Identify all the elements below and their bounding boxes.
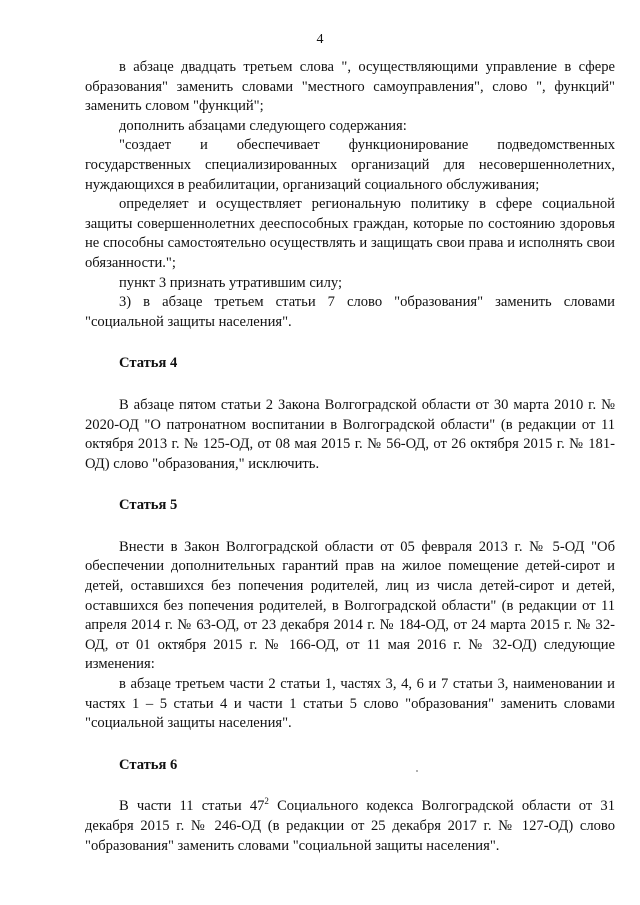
article-6-text-start: В части 11 статьи 47 (119, 798, 265, 815)
scan-speck (416, 770, 418, 772)
article-6-superscript: 2 (264, 796, 269, 807)
paragraph: в абзаце двадцать третьем слова ", осуществляющими управление в сфере образования" заменить словами "местного самоуправления", слово ", функций" заменить словом "функций"; (85, 59, 615, 115)
article-6-text (85, 797, 615, 856)
article-4-text: В абзаце пятом статьи 2 Закона Волгоградской области от 30 марта 2010 г. № 2020-ОД "О патронатном воспитании в Волгоградской области" (в редакции от 11 октября 2013 г. № 125-ОД, от 08 мая 2015 г. № 56-ОД, от 26 октября 2015 г. № 181-ОД) слово "образования," исключить. (85, 396, 615, 472)
paragraph: "создает и обеспечивает функционирование подведомственных государственных специализированных организаций для несовершеннолетних, нуждающихся в реабилитации, организаций социального обслуживания; (85, 137, 615, 193)
paragraph: дополнить абзацами следующего содержания: (119, 117, 407, 134)
paragraph: 3) в абзаце третьем статьи 7 слово "образования" заменить словами "социальной защиты населения". (85, 294, 615, 330)
article-6-text-end: Социального кодекса Волгоградской области от 31 декабря 2015 г. № 246-ОД (в редакции от 25 декабря 2017 г. № 127-ОД) слово "образования" заменить словами "социальной защиты населения". (85, 798, 616, 854)
article-6-heading: Статья 6 (119, 756, 178, 773)
article-5-heading: Статья 5 (119, 497, 178, 514)
page-number: 4 (316, 32, 324, 47)
article-5-text: Внести в Закон Волгоградской области от 05 февраля 2013 г. № 5-ОД "Об обеспечении дополнительных гарантий прав на жилое помещение детей-сирот и детей, оставшихся без попечения родителей, лиц из числа детей-сирот и детей, оставшихся без попечения родителей, в Волгоградской области" (в редакции от 11 апреля 2014 г. № 63-ОД, от 23 декабря 2014 г. № 184-ОД, от 24 марта 2015 г. № 32-ОД, от 01 октября 2015 г. № 166-ОД, от 11 мая 2016 г. № 32-ОД) следующие изменения: (85, 538, 615, 673)
article-5-text-continued: в абзаце третьем части 2 статьи 1, частях 3, 4, 6 и 7 статьи 3, наименовании и частях 1 – 5 статьи 4 и части 1 статьи 5 слово "образования" заменить словами "социальной защиты населения". (85, 676, 615, 732)
paragraph: определяет и осуществляет региональную политику в сфере социальной защиты совершеннолетних дееспособных граждан, которые по состоянию здоровья не способны самостоятельно осуществлять и защищать свои права и исполнять свои обязанности."; (85, 196, 615, 271)
paragraph: пункт 3 признать утратившим силу; (119, 274, 343, 291)
document-body (85, 58, 615, 856)
article-4-heading: Статья 4 (119, 355, 178, 372)
